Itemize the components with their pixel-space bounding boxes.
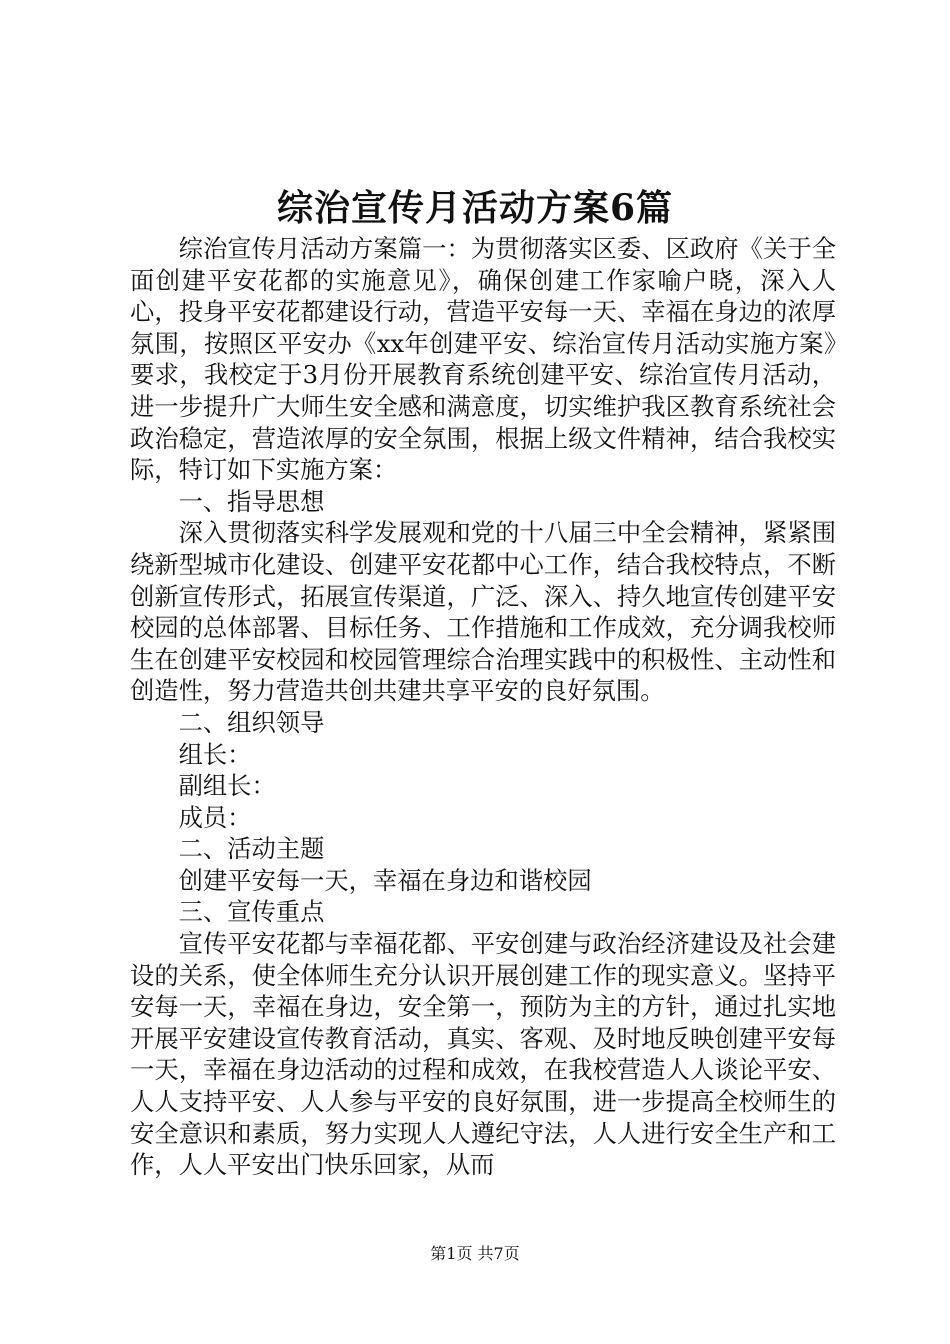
paragraph-intro: 综治宣传月活动方案篇一：为贯彻落实区委、区政府《关于全面创建平安花都的实施意见》，确保创建工作家喻户晓，深入人心，投身平安花都建设行动，营造平安每一天、幸福在身边的浓厚氛围，按照区平安办《xx年创建平安、综治宣传月活动实施方案》要求，我校定于3月份开展教育系统创建平安、综治宣传月活动，进一步提升广大师生安全感和满意度，切实维护我区教育系统社会政治稳定，营造浓厚的安全氛围，根据上级文件精神，结合我校实际，特订如下实施方案： — [130, 234, 836, 485]
heading-publicity-focus: 三、宣传重点 — [178, 897, 325, 927]
paragraph-activity-theme: 创建平安每一天，幸福在身边和谐校园 — [178, 865, 592, 895]
paragraph-publicity-focus: 宣传平安花都与幸福花都、平安创建与政治经济建设及社会建设的关系，使全体师生充分认识开展创建工作的现实意义。坚持平安每一天，幸福在身边，安全第一，预防为主的方针，通过扎实地开展平安建设宣传教育活动，真实、客观、及时地反映创建平安每一天，幸福在身边活动的过程和成效，在我校营造人人谈论平安、人人支持平安、人人参与平安的良好氛围，进一步提高全校师生的安全意识和素质，努力实现人人遵纪守法，人人进行安全生产和工作，人人平安出门快乐回家，从而 — [130, 929, 836, 1180]
page-footer: 第1页 共7页 — [430, 1244, 520, 1263]
line-members: 成员： — [178, 802, 252, 832]
heading-organization: 二、组织领导 — [178, 707, 325, 737]
paragraph-guiding-thought: 深入贯彻落实科学发展观和党的十八届三中全会精神，紧紧围绕新型城市化建设、创建平安花都中心工作，结合我校特点，不断创新宣传形式，拓展宣传渠道，广泛、深入、持久地宣传创建平安校园的总体部署、目标任务、工作措施和工作成效，充分调我校师生在创建平安校园和校园管理综合治理实践中的积极性、主动性和创造性，努力营造共创共建共享平安的良好氛围。 — [130, 518, 836, 706]
heading-activity-theme: 二、活动主题 — [178, 834, 325, 864]
document-title: 综治宣传月活动方案6篇 — [276, 187, 674, 229]
heading-guiding-thought: 一、指导思想 — [178, 486, 325, 516]
line-team-leader: 组长： — [178, 739, 252, 769]
line-deputy-leader: 副组长： — [178, 771, 276, 801]
document-body — [130, 233, 836, 1181]
